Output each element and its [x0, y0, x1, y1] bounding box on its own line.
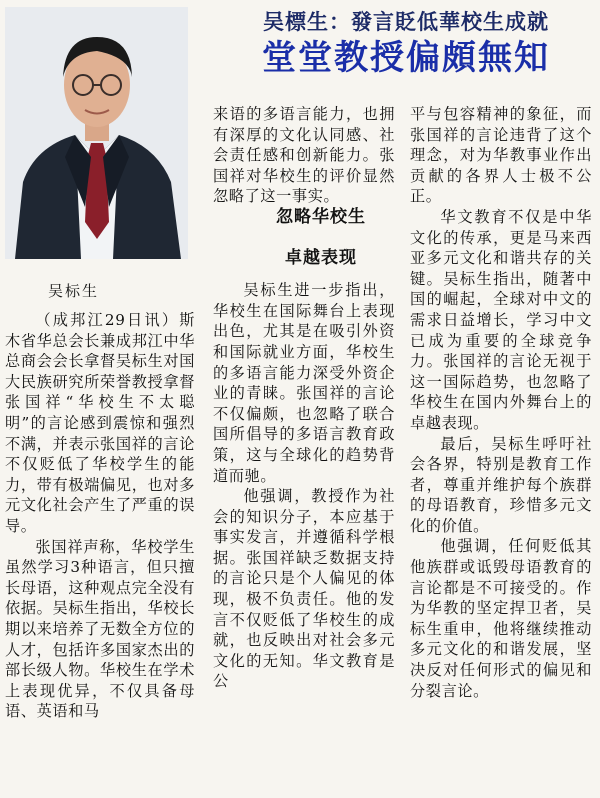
article-paragraph: （成邦江29日讯）斯木省华总会长兼成邦江中华总商会会长拿督吴标生对国大民族研究所荣誉教授拿督张国祥“华校生不太聪明”的言论感到震惊和强烈不满，并表示张国祥的言论不仅贬低了华校学生的能力，带有极端偏见，也对多元文化社会产生了严重的误导。: [5, 311, 195, 535]
article-paragraph: 他强调，教授作为社会的知识分子，本应基于事实发言，并遵循科学根据。张国祥缺乏数据支持的言论只是个人偏见的体现，极不负责任。他的发言不仅贬低了华校生的成就，也反映出对社会多元文化的无知。华文教育是公: [213, 487, 395, 691]
article-paragraph: 平与包容精神的象征，而张国祥的言论违背了这个理念，对为华教事业作出贡献的各界人士极不公正。: [410, 105, 592, 206]
article-column-3: [410, 104, 592, 701]
article-paragraph: 吴标生进一步指出，华校生在国际舞台上表现出色，尤其是在吸引外资和国际就业方面，华校生的多语言能力深受外资企业的青睐。张国祥的言论不仅偏颇，也忽略了联合国所倡导的多语言教育政策，这与全球化的趋势背道而驰。: [213, 281, 395, 485]
article-paragraph: 他强调，任何贬低其他族群或诋毁母语教育的言论都是不可接受的。作为华教的坚定捍卫者，吴标生重申，他将继续推动多元文化的和谐发展，坚决反对任何形式的偏见和分裂言论。: [410, 537, 592, 700]
article-paragraph: 华文教育不仅是中华文化的传承，更是马来西亚多元文化和谐共存的关键。吴标生指出，随著中国的崛起，全球对中文的需求日益增长，学习中文已成为重要的全球竞争力。张国祥的言论无视于这一国际趋势，也忽略了华校生在国内外舞台上的卓越表现。: [410, 207, 592, 432]
photo-caption: 吴标生: [48, 282, 100, 300]
article-kicker: 吴標生：發言貶低華校生成就: [263, 10, 549, 34]
portrait-photo: [5, 7, 188, 259]
article-headline: 堂堂教授偏頗無知: [262, 38, 550, 78]
section-subhead: 忽略华校生: [276, 206, 366, 227]
section-subhead: 卓越表现: [285, 247, 357, 268]
article-column-1: [5, 310, 195, 722]
article-paragraph: 张国祥声称，华校学生虽然学习3种语言，但只擅长母语，这种观点完全没有依据。吴标生指出，华校长期以来培养了无数全方位的人才，包括许多国家杰出的部长级人物。华校生在学术上表现优异，不仅具备母语、英语和马: [5, 537, 195, 721]
article-paragraph: 来语的多语言能力，也拥有深厚的文化认同感、社会责任感和创新能力。张国祥对华校生的评价显然忽略了这一事实。: [213, 105, 395, 206]
article-paragraph: 最后，吴标生呼吁社会各界，特别是教育工作者，尊重并维护每个族群的母语教育，珍惜多元文化的价值。: [410, 434, 592, 535]
portrait-illustration: [5, 7, 188, 259]
article-column-2: [213, 104, 395, 692]
